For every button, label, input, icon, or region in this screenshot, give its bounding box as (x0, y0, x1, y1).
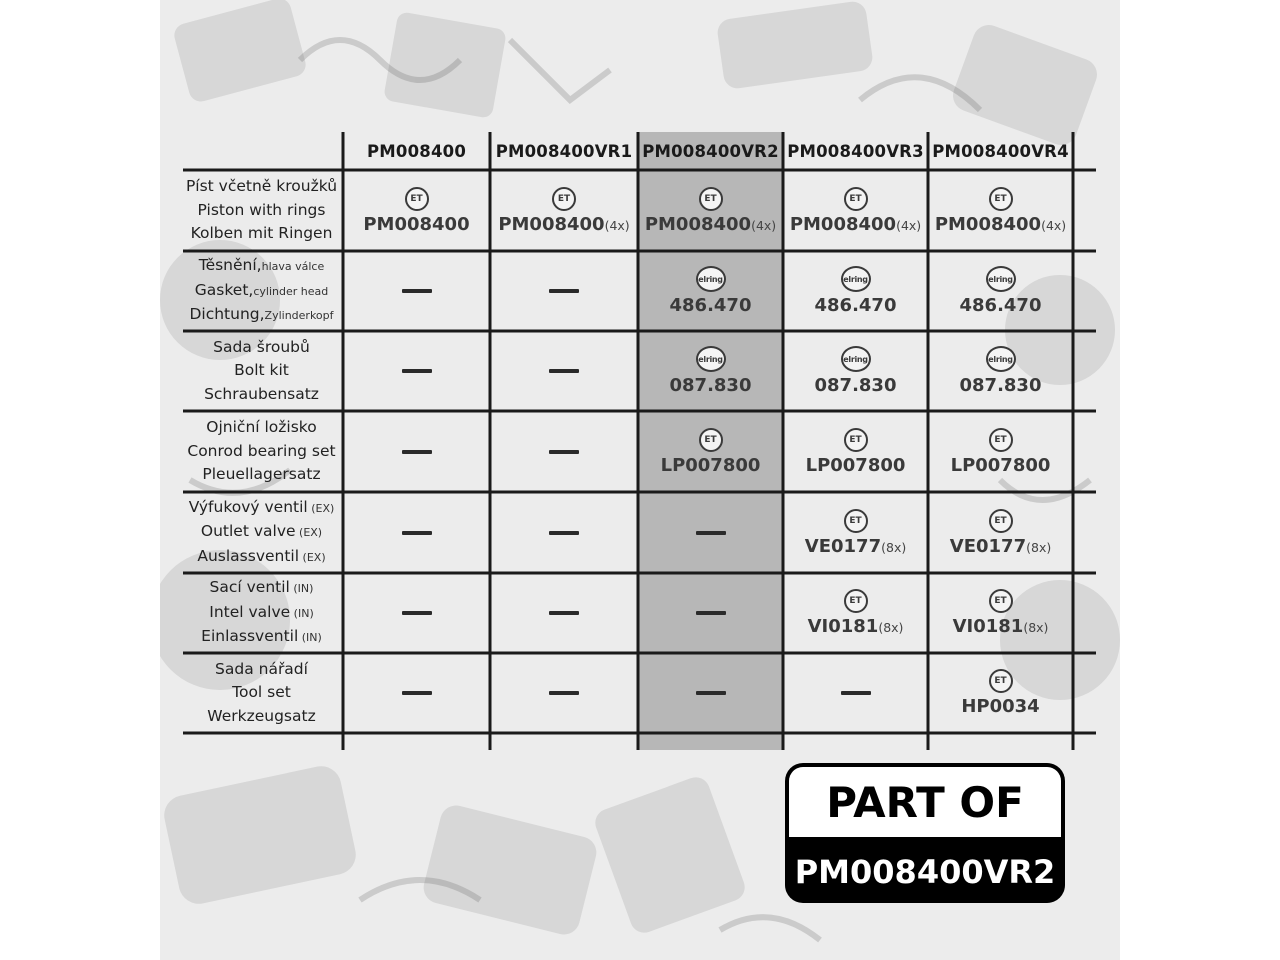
not-included-dash (696, 611, 726, 615)
not-included-dash (549, 289, 579, 293)
table-cell (638, 492, 783, 573)
row-label-line (191, 222, 333, 246)
table-cell (343, 492, 490, 573)
label-text: Schraubensatz (204, 384, 319, 403)
table-cell (490, 492, 638, 573)
row-label-line (189, 496, 335, 521)
elring-logo-icon: elring (841, 266, 871, 292)
row-label-line (187, 440, 335, 464)
product-kit-infographic (160, 0, 1120, 960)
column-header: PM008400 (367, 141, 466, 161)
table-cell (343, 331, 490, 411)
not-included-dash (402, 691, 432, 695)
label-text: Píst včetně kroužků (185, 177, 338, 196)
part-number (960, 295, 1042, 316)
not-included-dash (402, 289, 432, 293)
elring-logo-icon: elring (841, 346, 871, 372)
table-cell (343, 251, 490, 331)
part-number (935, 214, 1066, 235)
part-number (961, 696, 1039, 717)
table-cell (343, 170, 490, 251)
row-label-line (198, 199, 326, 223)
table-cell (783, 411, 928, 492)
table-cell (490, 331, 638, 411)
part-code: PM008400 (934, 213, 1042, 235)
part-code: VE0177 (949, 535, 1027, 557)
part-code: 087.830 (669, 375, 752, 396)
label-text: Einlassventil (201, 627, 299, 646)
part-quantity: (8x) (1023, 620, 1049, 635)
table-cell (638, 411, 783, 492)
not-included-dash (696, 531, 726, 535)
not-included-dash (696, 691, 726, 695)
row-label-line (209, 601, 314, 626)
label-text: Werkzeugsatz (207, 706, 316, 725)
table-cell (783, 331, 928, 411)
part-of-badge (785, 763, 1065, 903)
et-logo-icon: ET (552, 187, 576, 211)
not-included-dash (402, 611, 432, 615)
part-number (806, 455, 906, 476)
row-label-line (232, 681, 291, 705)
table-cell (783, 573, 928, 653)
elring-logo-icon: elring (986, 266, 1016, 292)
part-number (645, 214, 776, 235)
table-cell (343, 573, 490, 653)
et-logo-icon: ET (989, 589, 1013, 613)
not-included-dash (549, 611, 579, 615)
table-cell (783, 492, 928, 573)
table-cell (928, 411, 1073, 492)
label-qualifier: (IN) (290, 606, 314, 620)
table-cell (490, 170, 638, 251)
label-text: Conrod bearing set (187, 441, 336, 460)
row-label-line (201, 625, 322, 650)
part-number (950, 536, 1051, 557)
part-number (815, 375, 897, 396)
table-cell (928, 331, 1073, 411)
part-quantity: (8x) (881, 539, 907, 555)
not-included-dash (549, 531, 579, 535)
part-number (805, 536, 906, 557)
row-label-line (195, 279, 328, 304)
part-code: 087.830 (959, 375, 1042, 396)
part-number (808, 616, 904, 637)
table-cell (928, 251, 1073, 331)
table-cell (928, 170, 1073, 251)
part-number (670, 375, 752, 396)
column-header: PM008400VR3 (787, 141, 924, 161)
table-cell (490, 251, 638, 331)
part-number (815, 295, 897, 316)
part-number (498, 214, 629, 235)
row-label (180, 653, 343, 733)
row-label-line (210, 576, 314, 601)
et-logo-icon: ET (989, 669, 1013, 693)
table-cell (638, 170, 783, 251)
label-qualifier: hlava válce (261, 260, 325, 274)
part-code: PM008400 (644, 213, 752, 235)
part-quantity: (4x) (604, 217, 630, 233)
not-included-dash (402, 450, 432, 454)
column-header: PM008400VR4 (932, 141, 1069, 161)
row-label-line (206, 416, 316, 440)
badge-kit-code: PM008400VR2 (794, 853, 1056, 891)
row-label-line (215, 658, 308, 682)
part-number (951, 455, 1051, 476)
part-number (790, 214, 921, 235)
part-code: 087.830 (814, 375, 897, 396)
table-cell (343, 653, 490, 733)
part-number (953, 616, 1049, 637)
table-cell (490, 411, 638, 492)
label-qualifier: (EX) (307, 501, 335, 515)
table-cell (783, 653, 928, 733)
part-code: LP007800 (805, 454, 906, 476)
label-qualifier: (IN) (298, 631, 322, 645)
et-logo-icon: ET (844, 509, 868, 533)
not-included-dash (549, 369, 579, 373)
part-code: PM008400 (498, 213, 605, 235)
part-code: 486.470 (814, 295, 897, 316)
part-code: HP0034 (961, 696, 1040, 717)
row-label (180, 251, 343, 331)
row-label (180, 331, 343, 411)
elring-logo-icon: elring (696, 346, 726, 372)
table-cell (928, 492, 1073, 573)
et-logo-icon: ET (844, 428, 868, 452)
label-text: Gasket, (194, 280, 254, 299)
column-header: PM008400VR2 (642, 141, 779, 161)
part-quantity: (8x) (1026, 539, 1052, 555)
et-logo-icon: ET (844, 589, 868, 613)
et-logo-icon: ET (989, 428, 1013, 452)
row-label (180, 492, 343, 573)
label-text: Piston with rings (197, 200, 326, 219)
elring-logo-icon: elring (696, 266, 726, 292)
label-text: Sada nářadí (215, 659, 308, 678)
part-number (363, 214, 469, 235)
row-label (180, 170, 343, 251)
label-text: Ojniční ložisko (206, 418, 317, 437)
label-qualifier: Zylinderkopf (264, 309, 334, 323)
part-code: LP007800 (660, 454, 761, 476)
not-included-dash (402, 369, 432, 373)
row-label-line (202, 463, 320, 487)
label-qualifier: cylinder head (253, 284, 329, 298)
part-code: VE0177 (804, 535, 882, 557)
label-text: Kolben mit Ringen (190, 224, 333, 243)
part-quantity: (4x) (1041, 217, 1067, 233)
row-label (180, 573, 343, 653)
row-label-line (201, 520, 322, 545)
table-cell (343, 411, 490, 492)
part-code: PM008400 (363, 213, 470, 235)
part-code: VI0181 (807, 616, 879, 637)
table-cell (783, 251, 928, 331)
label-qualifier: (EX) (295, 526, 323, 540)
not-included-dash (841, 691, 871, 695)
row-label-line (204, 383, 319, 407)
table-cell (638, 653, 783, 733)
part-code: 486.470 (959, 295, 1042, 316)
label-text: Bolt kit (234, 361, 289, 380)
label-text: Pleuellagersatz (202, 465, 321, 484)
table-cell (490, 573, 638, 653)
elring-logo-icon: elring (986, 346, 1016, 372)
table-cell (783, 170, 928, 251)
label-text: Dichtung, (189, 305, 265, 324)
part-code: 486.470 (669, 295, 752, 316)
table-cell (928, 653, 1073, 733)
table-cell (638, 573, 783, 653)
part-code: LP007800 (950, 454, 1051, 476)
label-qualifier: (EX) (299, 550, 326, 564)
row-label-line (234, 359, 289, 383)
part-number (670, 295, 752, 316)
badge-title: PART OF (789, 767, 1061, 837)
label-text: Outlet valve (200, 522, 296, 541)
row-label (180, 411, 343, 492)
et-logo-icon: ET (989, 187, 1013, 211)
row-label-line (213, 336, 310, 360)
et-logo-icon: ET (699, 187, 723, 211)
part-quantity: (4x) (896, 217, 922, 233)
part-quantity: (4x) (751, 217, 777, 233)
part-number (661, 455, 761, 476)
et-logo-icon: ET (405, 187, 429, 211)
row-label-line (199, 254, 325, 279)
label-text: Intel valve (209, 602, 291, 621)
et-logo-icon: ET (844, 187, 868, 211)
label-qualifier: (IN) (289, 582, 314, 596)
part-code: PM008400 (789, 213, 897, 235)
part-quantity: (8x) (878, 620, 904, 635)
row-label-line (197, 545, 325, 570)
row-label-line (207, 705, 315, 729)
column-header: PM008400VR1 (495, 141, 633, 161)
table-cell (638, 331, 783, 411)
table-cell (928, 573, 1073, 653)
label-text: Auslassventil (197, 546, 300, 565)
label-text: Tool set (232, 683, 291, 702)
row-label-line (186, 175, 337, 199)
et-logo-icon: ET (699, 428, 723, 452)
not-included-dash (549, 450, 579, 454)
table-cell (490, 653, 638, 733)
part-number (960, 375, 1042, 396)
label-text: Těsnění, (198, 256, 262, 275)
et-logo-icon: ET (989, 509, 1013, 533)
row-label-line (189, 303, 333, 328)
label-text: Sací ventil (209, 578, 290, 597)
label-text: Sada šroubů (213, 337, 310, 356)
not-included-dash (402, 531, 432, 535)
label-text: Výfukový ventil (188, 497, 308, 516)
not-included-dash (549, 691, 579, 695)
part-code: VI0181 (952, 616, 1024, 637)
table-cell (638, 251, 783, 331)
